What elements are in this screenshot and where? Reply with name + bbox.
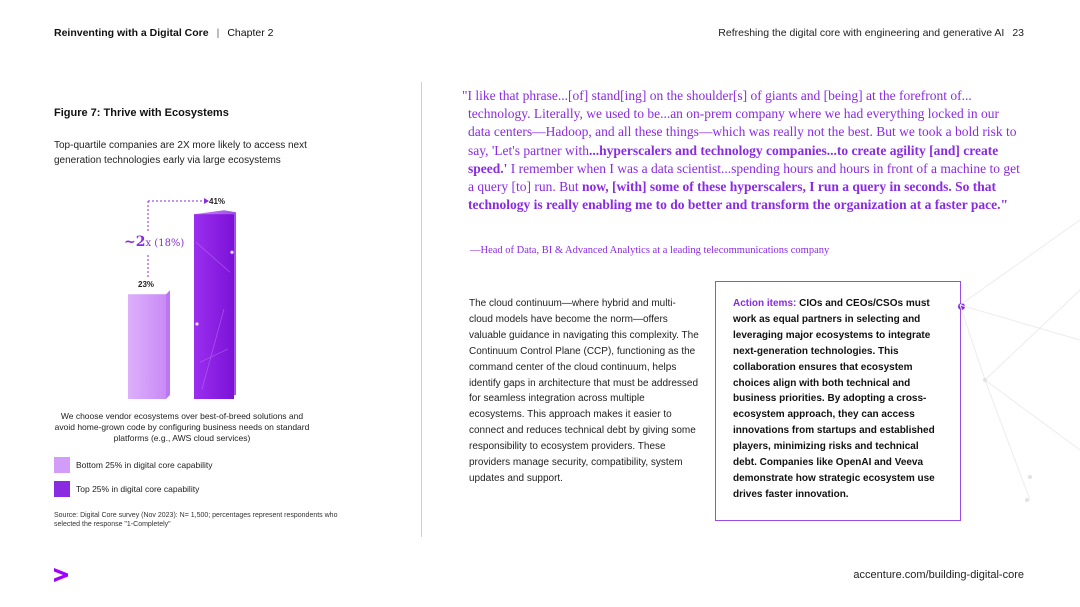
quote-paragraph bbox=[462, 87, 1022, 214]
ratio-annotation bbox=[124, 234, 184, 250]
pull-quote bbox=[462, 87, 1022, 214]
chapter-label: Chapter 2 bbox=[227, 27, 274, 39]
quote-bold-2: now, [with] some of these hyperscalers, I run a query in seconds. So that technology is really enabling me to do better and transform the organization at a faster pace." bbox=[468, 179, 1008, 213]
action-items-label: Action items: bbox=[733, 298, 797, 309]
legend-item-top bbox=[54, 481, 213, 497]
section-title: Refreshing the digital core with engineering and generative AI bbox=[718, 27, 1005, 39]
figure-description: Top-quartile companies are 2X more likely to access next generation technologies early via large ecosystems bbox=[54, 140, 307, 166]
legend-label-bottom: Bottom 25% in digital core capability bbox=[76, 460, 213, 470]
doc-title: Reinventing with a Digital Core bbox=[54, 27, 209, 39]
decorative-network-lines bbox=[920, 200, 1080, 520]
bar-decor-node bbox=[230, 251, 233, 254]
bar-value-label-top: 41% bbox=[209, 197, 226, 206]
action-items-text bbox=[733, 296, 943, 503]
legend-label-top: Top 25% in digital core capability bbox=[76, 484, 200, 494]
bar-chart-svg bbox=[54, 185, 354, 410]
legend-swatch-top bbox=[54, 481, 70, 497]
bar-bottom25-side bbox=[166, 290, 170, 399]
ratio-rest: x (18%) bbox=[145, 238, 185, 249]
page-header-left bbox=[54, 27, 273, 39]
bar-bottom25 bbox=[128, 294, 166, 399]
header-separator: | bbox=[216, 27, 220, 39]
action-items-body: CIOs and CEOs/CSOs must work as equal partners in selecting and leveraging major ecosystems to integrate next-generation technologies. This collaboration ensures that ecosystem choices align with both technical and business priorities. By adopting a cross-ecosystem approach, they can access innovations from startups and established players, minimizing risks and technical debt. Companies like OpenAI and Veeva demonstrate how strategic ecosystem use drives faster innovation. bbox=[733, 298, 935, 500]
bar-value-label-bottom: 23% bbox=[138, 280, 155, 289]
legend-swatch-bottom bbox=[54, 457, 70, 473]
chart-legend bbox=[54, 457, 213, 505]
footer-url[interactable]: accenture.com/building-digital-core bbox=[853, 569, 1024, 581]
accenture-chevron-icon[interactable] bbox=[53, 568, 69, 587]
quote-part-1: "I like that phrase...[of] stand[ing] on the shoulder[s] of giants and [being] at the forefront of... technology. Literally, we used to be...an on-prem company where we had everything locked in our data centers—Hadoop, and all these things—which was really not the best. But we took a bold risk to say, 'Let's partner with bbox=[462, 88, 1017, 158]
figure-title: Figure 7: Thrive with Ecosystems bbox=[54, 107, 229, 119]
bar-chart bbox=[54, 185, 354, 410]
chart-note: We choose vendor ecosystems over best-of-breed solutions and avoid home-grown code by configuring business needs on standard platforms (e.g., AWS cloud services) bbox=[54, 411, 310, 443]
figure-source: Source: Digital Core survey (Nov 2023): N= 1,500; percentages represent respondents who selected the response "1-Completely" bbox=[54, 512, 338, 528]
logo-svg bbox=[53, 568, 69, 582]
page-number: 23 bbox=[1012, 27, 1024, 39]
quote-bold-1: ...hyperscalers and technology companies...to create agility [and] create speed.' bbox=[468, 142, 999, 176]
quote-attribution: —Head of Data, BI & Advanced Analytics at a leading telecommunications company bbox=[470, 245, 830, 256]
quote-part-2: I remember when I was a data scientist...spending hours and hours in front of a machine to get a query [to] run. But bbox=[468, 160, 1020, 195]
bar-decor-node bbox=[195, 322, 198, 325]
body-paragraph: The cloud continuum—where hybrid and multi-cloud models have become the norm—offers valuable guidance in navigating this complexity. The Continuum Control Plane (CCP), functioning as the command center of the cloud continuum, helps identify gaps in architecture that must be addressed for seamless integration across multiple ecosystems. This approach makes it easier to connect and reduces technical debt by giving some responsibility to ecosystem providers. These providers manage security, compatibility, system updates and support. bbox=[469, 298, 699, 484]
page-header-right bbox=[718, 27, 1024, 39]
ratio-big: ~2 bbox=[124, 234, 146, 250]
bar-top25 bbox=[194, 214, 234, 399]
legend-item-bottom bbox=[54, 457, 213, 473]
column-divider bbox=[421, 82, 422, 537]
